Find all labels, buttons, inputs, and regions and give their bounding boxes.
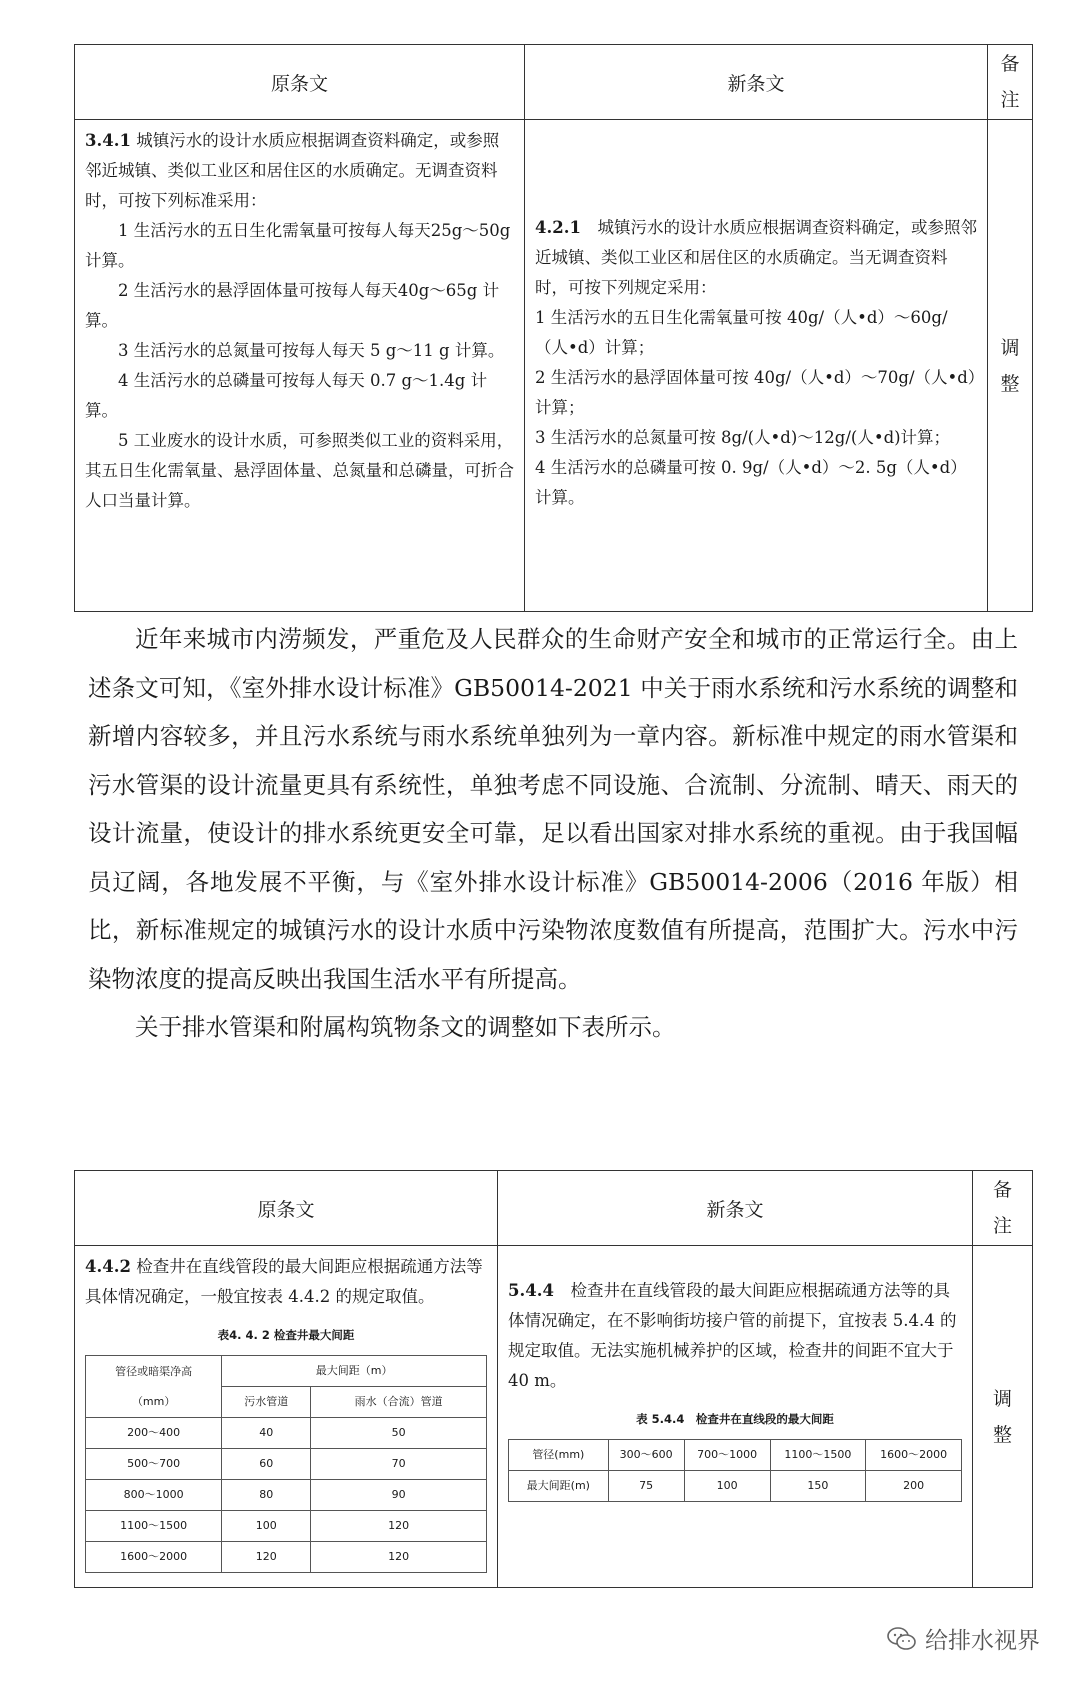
table-row — [86, 1542, 487, 1573]
clause-item: 1 生活污水的五日生化需氧量可按每人每天25g～50g 计算。 — [85, 221, 511, 270]
header-original: 原条文 — [75, 45, 525, 120]
pipe-size: 300～600 — [608, 1440, 684, 1471]
rain-spacing: 90 — [311, 1480, 487, 1511]
clause-item: 4 生活污水的总磷量可按 0. 9g/（人•d）～2. 5g（人•d）计算。 — [535, 457, 967, 507]
clause-number: 4.2.1 — [535, 217, 581, 237]
remark-text: 备注 — [993, 1179, 1013, 1237]
max-spacing: 75 — [608, 1471, 684, 1502]
header-remark — [973, 1171, 1033, 1246]
clause-item: 3 生活污水的总氮量可按每人每天 5 g～11 g 计算。 — [118, 341, 505, 360]
max-spacing: 200 — [866, 1471, 962, 1502]
clause-number: 3.4.1 — [85, 131, 131, 150]
header-new: 新条文 — [498, 1171, 973, 1246]
remark-text: 备注 — [1000, 53, 1020, 111]
remark-cell — [973, 1246, 1033, 1588]
pipe-size: 1600～2000 — [86, 1542, 222, 1573]
rain-spacing: 50 — [311, 1418, 487, 1449]
clause-text: 检查井在直线管段的最大间距应根据疏通方法等的具体情况确定，在不影响街坊接户管的前提下，宜按表 5.4.4 的规定取值。无法实施机械养护的区域，检查井的间距不宜大于 40 m。 — [508, 1281, 957, 1390]
pipe-size: 1100～1500 — [86, 1511, 222, 1542]
table-row — [86, 1480, 487, 1511]
clause-item: 3 生活污水的总氮量可按 8g/(人•d)～12g/(人•d)计算； — [535, 427, 951, 447]
clause-number: 4.4.2 — [85, 1257, 131, 1276]
wechat-icon — [887, 1626, 917, 1652]
pipe-size: 1600～2000 — [866, 1440, 962, 1471]
watermark — [887, 1622, 1040, 1655]
max-spacing: 100 — [684, 1471, 770, 1502]
clause-item: 2 生活污水的悬浮固体量可按 40g/（人•d）～70g/（人•d）计算； — [535, 367, 977, 417]
header-remark — [988, 45, 1033, 120]
pipe-size: 800～1000 — [86, 1480, 222, 1511]
clause-item: 5 工业废水的设计水质，可参照类似工业的资料采用，其五日生化需氧量、悬浮固体量、总氮量和总磷量，可折合人口当量计算。 — [85, 431, 514, 510]
table-row — [86, 1449, 487, 1480]
paragraph: 近年来城市内涝频发，严重危及人民群众的生命财产安全和城市的正常运行全。由上述条文可知，《室外排水设计标准》GB50014-2021 中关于雨水系统和污水系统的调整和新增内容较多，并且污水系统与雨水系统单独列为一章内容。新标准中规定的雨水管渠和污水管渠的设计流量更具有系统性，单独考虑不同设施、合流制、分流制、晴天、雨天的设计流量，使设计的排水系统更安全可靠，足以看出国家对排水系统的重视。由于我国幅员辽阔，各地发展不平衡，与《室外排水设计标准》GB50014-2006（2016 年版）相比，新标准规定的城镇污水的设计水质中污染物浓度数值有所提高，范围扩大。污水中污染物浓度的提高反映出我国生活水平有所提高。 — [88, 625, 1018, 993]
pipe-size: 200～400 — [86, 1418, 222, 1449]
remark-text: 调整 — [993, 1387, 1013, 1446]
spacing-table-new — [508, 1439, 962, 1502]
sewage-spacing: 40 — [222, 1418, 311, 1449]
remark-text: 调整 — [1000, 336, 1020, 395]
clause-number: 5.4.4 — [508, 1281, 554, 1300]
original-clause-cell — [75, 120, 525, 612]
original-clause-cell — [75, 1246, 498, 1588]
rain-spacing: 120 — [311, 1511, 487, 1542]
spacing-table-old — [85, 1355, 487, 1573]
paragraph: 关于排水管渠和附属构筑物条文的调整如下表所示。 — [135, 1013, 676, 1041]
comparison-table-1 — [74, 44, 1033, 612]
pipe-size: 700～1000 — [684, 1440, 770, 1471]
comparison-table-2 — [74, 1170, 1033, 1588]
remark-cell — [988, 120, 1033, 612]
body-text — [88, 615, 1018, 1052]
header-new: 新条文 — [525, 45, 988, 120]
col-header: 污水管道 — [222, 1387, 311, 1418]
col-group-header: 最大间距（m） — [222, 1356, 487, 1387]
clause-item: 4 生活污水的总磷量可按每人每天 0.7 g～1.4g 计算。 — [85, 371, 488, 420]
table-row — [86, 1418, 487, 1449]
watermark-text: 给排水视界 — [925, 1628, 1040, 1654]
clause-text: 检查井在直线管段的最大间距应根据疏通方法等具体情况确定，一般宜按表 4.4.2 的规定取值。 — [85, 1257, 483, 1306]
pipe-size: 500～700 — [86, 1449, 222, 1480]
row-label: 管径(mm) — [509, 1440, 609, 1471]
clause-item: 2 生活污水的悬浮固体量可按每人每天40g～65g 计算。 — [85, 281, 500, 330]
sewage-spacing: 60 — [222, 1449, 311, 1480]
sub-table-title: 表4. 4. 2 检查井最大间距 — [217, 1328, 355, 1342]
rain-spacing: 70 — [311, 1449, 487, 1480]
new-clause-cell — [525, 120, 988, 612]
row-label: 最大间距(m) — [509, 1471, 609, 1502]
clause-lead: 城镇污水的设计水质应根据调查资料确定，或参照邻近城镇、类似工业区和居住区的水质确定。当无调查资料时，可按下列规定采用： — [535, 217, 977, 297]
col-header: 管径或暗渠净高 （mm） — [86, 1356, 222, 1418]
sewage-spacing: 120 — [222, 1542, 311, 1573]
clause-item: 1 生活污水的五日生化需氧量可按 40g/（人•d）～60g/（人•d）计算； — [535, 307, 948, 357]
sewage-spacing: 100 — [222, 1511, 311, 1542]
sewage-spacing: 80 — [222, 1480, 311, 1511]
col-header: 雨水（合流）管道 — [311, 1387, 487, 1418]
header-original: 原条文 — [75, 1171, 498, 1246]
rain-spacing: 120 — [311, 1542, 487, 1573]
pipe-size: 1100～1500 — [770, 1440, 866, 1471]
max-spacing: 150 — [770, 1471, 866, 1502]
clause-lead: 城镇污水的设计水质应根据调查资料确定，或参照邻近城镇、类似工业区和居住区的水质确定。无调查资料时，可按下列标准采用： — [85, 131, 500, 210]
new-clause-cell — [498, 1246, 973, 1588]
sub-table-title: 表 5.4.4 检查井在直线段的最大间距 — [636, 1412, 834, 1426]
table-row — [86, 1511, 487, 1542]
